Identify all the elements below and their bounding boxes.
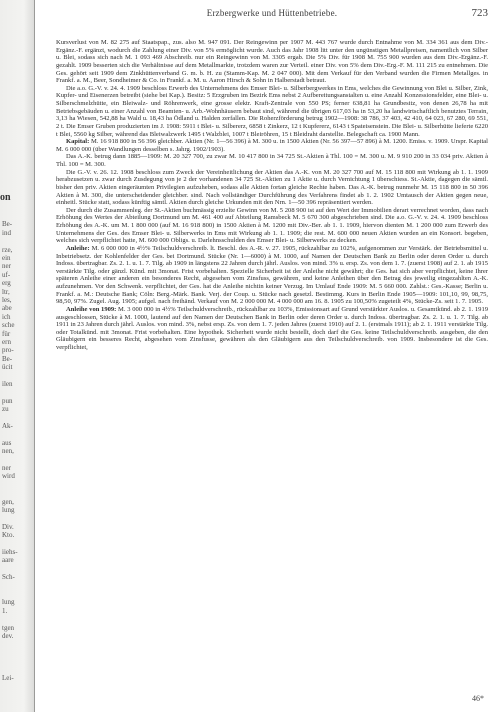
- gutter-fragment: pun: [2, 396, 13, 405]
- gutter-fragment: lung: [2, 598, 15, 607]
- paragraph-text: M. 6 000 000 in 4½% Teilschuldverschreib. lt. Beschl. des A.-R. v. 27. 1905, rückzahlbar zu 102%, aufgenommen zur Verstärk. der Betriebsmittel u. Inbetriebsetz. der Kohlenfelder der Ges. bei Dortmund. Stücke (Nr. 1—6000) à M. 1000, auf Namen der Deutschen Bank zu Berlin oder deren Order u. durch Indoss. übertragbar. Zs. 2. 1. u. 1. 7. Tilg. ab 1909 in längstens 22 Jahren durch jährl. Auslos. von mind. 3% u. ersp. Zs. von dem 1. 7. (zuerst 1908) auf 2. 1. ab 1915 verstärkte Tilg. oder gänzl. Künd. mit 3monat. Frist vorbehalten. Spezielle Sicherheit ist der Anleihe nicht gewährt; die Ges. hat sich aber verpflichtet, keine Ihrer späteren Anleihe einer anderen ein besonderes Recht, abgesehen vom Zinsfuss, gewähren, und keine Anleihen über den Betrag des jeweilig eingezahlten A.-K. aufzunehmen. Vor den Schwenk. verpflichtet, der Ges. hat die Anleihe nichtin keiner Verzug. Im Umlauf Ende 1909: M. 5 660 000. Zahlst.: Ges.-Kasse; Berlin u. Frankf. a. M.: Deutsche Bank; Cöln: Berg.-Märk. Bank. Verj. der Coup. u. Stücke nach gesetzl. Bestimmg. Kurs in Berlin Ende 1905—1909: 101,10, 99, 98,75, 98,50, 97%. Zugel. Aug. 1905; aufgel. nach freihänd. Verkauf von M. 2 000 000 M. 4 000 000 am 16. 8. 1905 zu 100,50% zugeteilt 4%, Stücke-Zs. seit 1. 7. 1905.: [56, 244, 488, 306]
- gutter-fragment: erg: [2, 279, 11, 288]
- gutter-fragment: ein: [2, 254, 11, 262]
- gutter-fragment: uf-: [2, 270, 11, 279]
- page-number: 723: [471, 7, 488, 19]
- body-paragraph: Die a.o. G.-V. v. 24. 4. 1909 beschloss Erwerb des Unternehmens des Emser Blei- u. Silberbergwerkes in Ems, welches die Gewinnung von Blei u. Silber, Zink, Kupfer- und Eisenerzen betreibt (siehe bei Kap.). Besitz: 5 Erzgruben im Bezirk Ems nebst 2 Aufbereitungsanstalten u. eine Anzahl Konzessionsfelder, eine Blei- u. Silberschmelzhütte, ein Bleiwalz- und Röhrenwerk, eine grosse elektr. Kraft-Zentrale von 550 PS; ferner 638,81 ha Grundbesitz, von denen 26,78 ha mit Betriebsgebäuden u. einer Anzahl von Beamten- u. Arb.-Wohnhäusern bebaut sind, während die übrigen 617,03 ha in 53,20 ha landwirtschaftlich benutztes Terrain, 3,13 ha Wiesen, 542,88 ha Wald u. 18,43 ha Ödland u. Halden zerfallen. Die Roherzförderung betrug 1902—1908: 38 786, 37 403, 42 410, 64 023, 67 280, 69 551, 2 t. Die Emser Gruben produzierten im J. 1908: 5911 t Blei- u. Silbererz, 6858 t Zinkerz, 12 t Kupfererz, 6143 t Spateisenstein. Die Blei- u. Silberhütte lieferte 6220 t Blei, 5560 kg Silber, während das Bleiwalzwerk 1495 t Walzblei, 1007 t Bleiröhren, 15 t Bleidraht darstellte. Belegschaft ca. 1900 Mann.: [56, 84, 488, 138]
- running-title: Erzbergwerke und Hüttenbetriebe.: [206, 8, 338, 18]
- previous-page-gutter: [0, 0, 35, 712]
- gutter-fragment: Sch-: [2, 573, 15, 582]
- gutter-fragment: ern: [2, 338, 11, 346]
- gutter-fragment: 1.: [2, 606, 8, 615]
- body-paragraph: [56, 245, 488, 306]
- gutter-fragment: ner: [2, 464, 11, 472]
- gutter-fragment: rze,: [2, 245, 13, 254]
- gutter-fragment: wird: [2, 472, 15, 481]
- gutter-fragment: ind: [2, 228, 11, 237]
- gutter-fragment: Kto.: [2, 531, 15, 540]
- gutter-fragment: Lei-: [2, 674, 14, 682]
- gutter-fragment: ilen: [2, 380, 13, 388]
- body-paragraph: [56, 306, 488, 352]
- gutter-fragment: nen,: [2, 447, 14, 456]
- gutter-fragment: gen,: [2, 497, 14, 506]
- body-paragraph: Kursverlust von M. 82 275 auf Staatspap., zus. also M. 947 091. Der Reingewinn per 1907 M. 443 767 wurde durch Entnahme von M. 334 361 aus dem Div.-Ergänz.-F. ergänzt, wodurch die Zahlung einer Div. von 5% ermöglicht wurde. Auch das Jahr 1908 litt unter den ungünstigen Metallpreisen, namentlich von Silber u. Blei, sodass sich nach M. 1 093 469 Abschreib. nur ein Reingewinn von M. 3305 ergab. Die 5% Div. für 1908 M. 755 900 wurden aus dem Div.-Ergänz.-F. gezahlt. 1909 besserten sich die Verhältnisse auf dem Metallmarkte, trotzdem waren zur Verteil. einer Div. von 5% dem Div.-Erg.-F. M. 111 215 zu entnehmen. Die Ges. gehört seit 1909 dem Zinkhüttenverband G. m. b. H. zu (Stamm-Kap. M. 2 047 000). Mit dem Verkauf für den Verband wurden die Firmen Metallges. in Frankf. a. M., Beer, Sondheimer & Co. in Frankf. a. M. u. Aaron Hirsch & Sohn in Halberstadt betraut.: [56, 39, 488, 85]
- gutter-fragment: ich: [2, 312, 11, 321]
- body-paragraph: Die G.-V. v. 26. 12. 1908 beschloss zum Zweck der Vereinheitlichung der Aktien das A.-K. von M. 20 327 700 auf M. 15 118 800 mit Wirkung ab 1. 1. 1909 herabzusetzen u. zwar durch Zusdegung von je 2 der vorhandenen 34 725 St.-Aktien zu 1 Aktie u. durch Vernichtung 1 überschiess. St.-Aktie, dagegen die sämtl. bisher den priv. Aktien eingeräumten Privilegien aufzuheben, sodass alle Aktien fortan gleiche Rechte haben. Das A.-K. betrug nunmehr M. 15 118 800 in 50 396 Aktien à M. 300, die unterscheidender gleichber. sind. Nach vollständiger Durchführung des Verfahrens findet ab 1. 2. 1902 Umtausch der Aktien gegen neue, einheitl. Stücke statt, sodass künftig sämtl. Aktien durch gleiche Urkunden mit den Nrn. 1—50 396 repräsentiert werden.: [56, 168, 488, 207]
- signature-mark: 46*: [472, 694, 484, 703]
- gutter-fragment: pro-: [2, 346, 14, 355]
- page-header: [56, 8, 488, 22]
- gutter-fragment: Be-: [2, 220, 13, 229]
- gutter-fragment: abe: [2, 304, 12, 313]
- gutter-fragment: Div.: [2, 522, 14, 531]
- gutter-fragment: für: [2, 329, 11, 338]
- gutter-fragment: sche: [2, 321, 15, 330]
- paragraph-text: M. 16 918 800 in 56 396 gleichber. Aktien (Nr. 1—56 396) à M. 300 u. in 1500 Aktien (Nr. 56 397—57 896) à M. 1200. Emiss. v. 1909. Urspr. Kapital M. 6 000 000 (über Wandlungen desselben s. Jahrg. 1902/1903).: [56, 138, 488, 153]
- paragraph-heading: Anleihe:: [66, 244, 90, 252]
- paragraph-heading: Anleihe von 1909:: [66, 305, 117, 313]
- gutter-fragment: iiehs-: [2, 548, 18, 556]
- gutter-fragment: ücit: [2, 363, 13, 372]
- gutter-fragment: ltr,: [2, 287, 10, 296]
- page-body: [56, 39, 488, 352]
- body-paragraph: Der durch die Zusammenleg. der St.-Aktien buchmässig erzielte Gewinn von M. 5 208 900 ist auf den Wert der Immobilien derart verrechnet worden, dass nach Erhöhung des Wertes der Abteilung Dortmund um M. 461 400 auf Abteilung Ramsbeck M. 5 670 300 abgeschrieben sind. Die a.o. G.-V. v. 24. 4. 1909 beschloss Erhöhung des A.-K. um M. 1 800 000 (auf M. 16 918 800) in 1500 Aktien à M. 1200 mit Div.-Ber. ab 1. 1. 1909, hiervon dienten M. 1 200 000 zum Erwerb des Unternehmens der Ges. des Emser Blei- u. Silberwerks in Ems mit Wirkung ab 1. 1. 1909; die rest. M. 600 000 neuen Aktien wurden an ein Konsort. begeben, welches sich verpflichtet hatte, M. 600 000 Obligs. u. Darlehnsschulden des Emser Blei- u. Silberwerks zu decken.: [56, 206, 488, 245]
- gutter-fragment: ner: [2, 262, 11, 271]
- gutter-fragment: aare: [2, 556, 14, 565]
- gutter-fragment: lung: [2, 506, 15, 514]
- paragraph-text: M. 3 000 000 in 4½% Teilschuldverschreib., rückzahlbar zu 103%, Emissionsart auf Grund verstärkter Auslos. u. Gesamtkünd. ab 2. 1. 1919 ausgeschlossen, Stücke à M. 1000, lautend auf den Namen der Deutschen Bank in Berlin oder deren Order u. durch Indoss. übertragbar. Zs. 2. 1. u. 1. 7. Tilg. ab 1911 in 23 Jahren durch jährl. Auslos. von mind. 3%, nebst ersp. Zs. von dem 1. 7. jeden Jahres (zuerst 1910) auf 2. 1. (erstmals 1911); ab 2. 1. 1911 verstärkte Tilg. oder Totalkünd. mit 3monat. Frist vorbehalten. Eine hypothek. Sicherheit wurde nicht bestellt, doch darf die Ges. keine Teilschuldverschreib. ausgeben, die den Gläubigern ein besseres Recht, abgesehen vom Zinsfusse, gewähren als den Gläubigern aus den Teilschuldverschreib. von 1909. Insbesondere ist die Ges. verpflichtet,: [56, 305, 488, 351]
- gutter-fragment: dev.: [2, 632, 14, 640]
- body-paragraph: [56, 138, 488, 153]
- gutter-marker: on: [0, 192, 11, 203]
- gutter-fragment: les,: [2, 296, 12, 304]
- gutter-fragment: zu: [2, 405, 9, 414]
- gutter-fragment: Be-: [2, 354, 13, 363]
- paragraph-heading: Kapital:: [66, 138, 90, 146]
- body-paragraph: Das A.-K. betrug dann 1885—1909: M. 20 327 700, zu zwar M. 10 417 800 in 34 725 St.-Aktien à Thl. 100 = M. 300 u. M. 9 910 200 in 33 034 priv. Aktien à Thl. 100 = M. 300.: [56, 153, 488, 168]
- gutter-fragment: aus: [2, 438, 12, 447]
- gutter-fragment: tgen: [2, 623, 15, 632]
- gutter-fragment: Ak-: [2, 422, 13, 430]
